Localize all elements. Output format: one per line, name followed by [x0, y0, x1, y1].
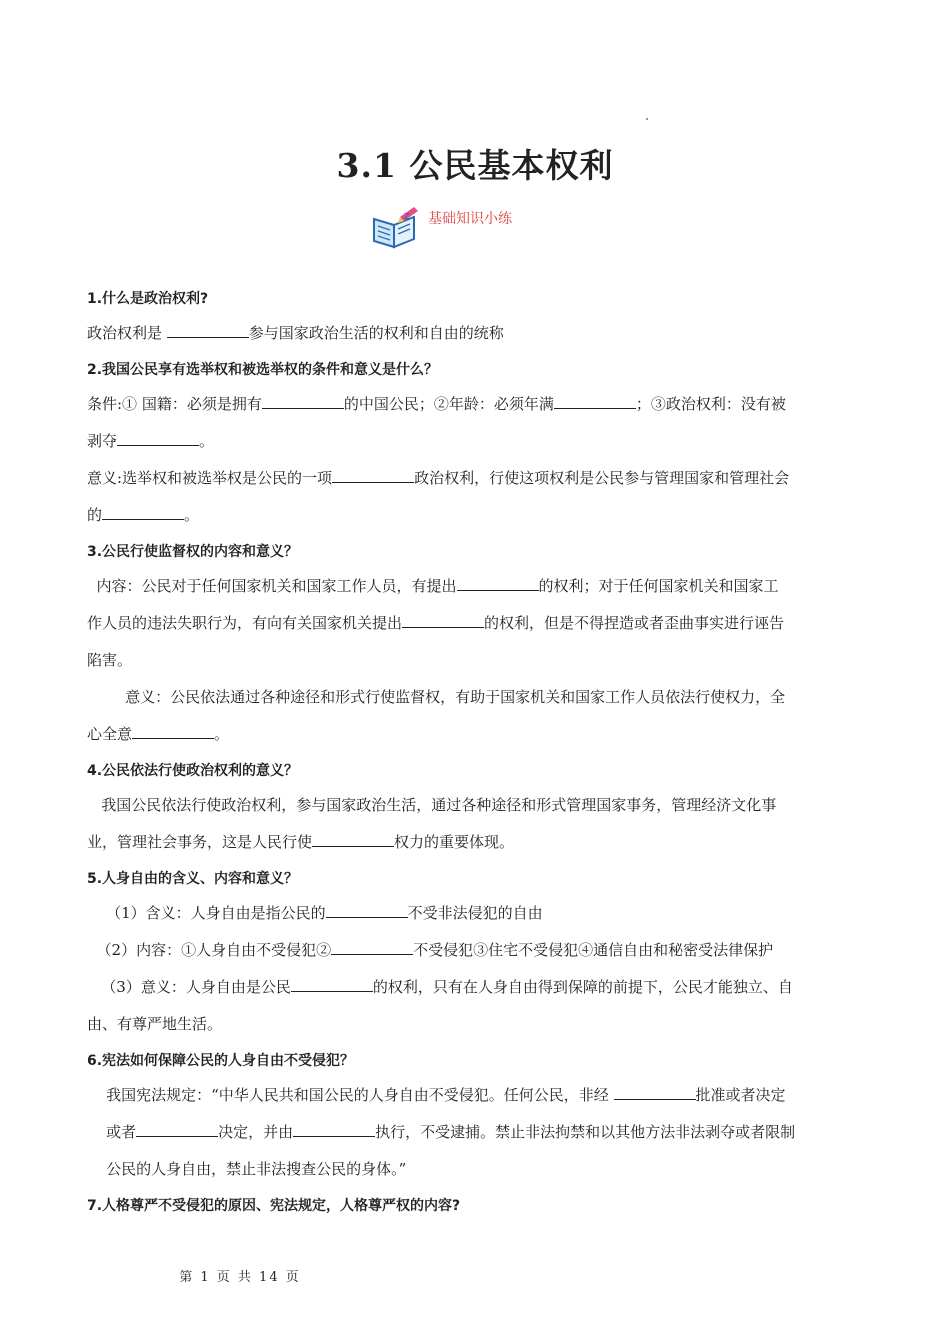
answer-line: [87, 939, 867, 976]
fill-in-blank[interactable]: [136, 1122, 218, 1137]
answer-line: [87, 467, 867, 504]
question-heading: 2.我国公民享有选举权和被选举权的条件和意义是什么？: [87, 362, 439, 378]
answer-text: 陷害。: [87, 651, 133, 669]
fill-in-blank[interactable]: [102, 505, 184, 520]
fill-in-blank[interactable]: [293, 1122, 375, 1137]
answer-text: 的中国公民；②年龄：必须年满: [343, 395, 554, 413]
decorative-dot: [646, 118, 648, 120]
answer-line: [87, 649, 867, 686]
svg-text:Z: Z: [404, 212, 410, 221]
answer-text: 业，管理社会事务，这是人民行使: [87, 833, 313, 851]
page-title: 3.1 公民基本权利: [336, 146, 614, 185]
answer-text: 公民的人身自由，禁止非法搜查公民的身体。”: [87, 1160, 407, 1178]
fill-in-blank[interactable]: [402, 613, 484, 628]
fill-in-blank[interactable]: [167, 323, 249, 338]
answer-text: 内容：公民对于任何国家机关和国家工作人员，有提出: [87, 577, 457, 595]
answer-line: [87, 794, 867, 831]
answer-line: [87, 322, 867, 359]
fill-in-blank[interactable]: [117, 431, 199, 446]
answer-text: （1）含义：人身自由是指公民的: [87, 904, 326, 922]
answer-text: 或者: [87, 1123, 137, 1141]
question-heading: 5.人身自由的含义、内容和意义？: [87, 871, 299, 887]
badge-label: 基础知识小练: [428, 211, 512, 227]
question-heading: 6.宪法如何保障公民的人身自由不受侵犯？: [87, 1053, 355, 1069]
answer-text: 意义:选举权和被选举权是公民的一项: [87, 469, 333, 487]
answer-text: 参与国家政治生活的权利和自由的统称: [248, 324, 504, 342]
answer-line: [87, 976, 867, 1013]
fill-in-blank[interactable]: [291, 977, 373, 992]
answer-text: ；③政治权利：没有被: [635, 395, 786, 413]
answer-text: 不受侵犯③住宅不受侵犯④通信自由和秘密受法律保护: [413, 941, 774, 959]
answer-text: 政治权利，行使这项权利是公民参与管理国家和管理社会: [414, 469, 790, 487]
fill-in-blank[interactable]: [554, 394, 636, 409]
answer-text: 心全意: [87, 725, 133, 743]
answer-line: [87, 393, 867, 430]
page-footer: 第 1 页 共 14 页: [179, 1270, 301, 1285]
answer-text: 由、有尊严地生活。: [87, 1015, 223, 1033]
answer-line: [87, 575, 867, 612]
answer-line: [87, 1121, 867, 1158]
answer-text: 的权利；对于任何国家机关和国家工: [538, 577, 779, 595]
fill-in-blank[interactable]: [331, 940, 413, 955]
answer-line: [87, 430, 867, 467]
answer-line: [87, 1013, 867, 1050]
fill-in-blank[interactable]: [332, 468, 414, 483]
question-heading: 4.公民依法行使政治权利的意义？: [87, 763, 299, 779]
answer-line: [87, 723, 867, 760]
answer-text: 意义：公民依法通过各种途径和形式行使监督权，有助于国家机关和国家工作人员依法行使权力，全: [87, 688, 786, 706]
answer-text: 。: [214, 725, 230, 743]
answer-text: 的权利，只有在人身自由得到保障的前提下，公民才能独立、自: [372, 978, 793, 996]
answer-text: 批准或者决定: [695, 1086, 786, 1104]
answer-line: [87, 831, 867, 868]
answer-line: [87, 902, 867, 939]
answer-line: [87, 1158, 867, 1195]
answer-text: 权力的重要体现。: [394, 833, 515, 851]
exercise-content: [87, 288, 867, 1229]
answer-text: 我国公民依法行使政治权利，参与国家政治生活，通过各种途径和形式管理国家事务，管理经济文化事: [87, 796, 777, 814]
answer-line: [87, 504, 867, 541]
answer-text: （3）意义：人身自由是公民: [87, 978, 291, 996]
question-heading: 3.公民行使监督权的内容和意义？: [87, 544, 299, 560]
fill-in-blank[interactable]: [457, 576, 539, 591]
answer-text: 。: [199, 432, 215, 450]
section-badge: [370, 205, 590, 253]
answer-text: （2）内容：①人身自由不受侵犯②: [87, 941, 332, 959]
answer-text: 的权利，但是不得捏造或者歪曲事实进行诬告: [484, 614, 785, 632]
answer-text: 剥夺: [87, 432, 118, 450]
answer-line: [87, 612, 867, 649]
question-heading: 1.什么是政治权利?: [87, 291, 209, 307]
fill-in-blank[interactable]: [614, 1085, 696, 1100]
fill-in-blank[interactable]: [262, 394, 344, 409]
answer-text: 政治权利是: [87, 324, 167, 342]
fill-in-blank[interactable]: [326, 903, 408, 918]
book-icon: [370, 205, 422, 251]
answer-text: 作人员的违法失职行为，有向有关国家机关提出: [87, 614, 403, 632]
answer-text: 不受非法侵犯的自由: [407, 904, 543, 922]
fill-in-blank[interactable]: [312, 832, 394, 847]
answer-text: 条件:① 国籍：必须是拥有: [87, 395, 262, 413]
question-heading: 7.人格尊严不受侵犯的原因、宪法规定，人格尊严权的内容?: [87, 1198, 461, 1214]
answer-text: 决定，并由: [218, 1123, 294, 1141]
fill-in-blank[interactable]: [132, 724, 214, 739]
answer-line: [87, 1084, 867, 1121]
answer-text: 。: [184, 506, 200, 524]
answer-text: 执行，不受逮捕。禁止非法拘禁和以其他方法非法剥夺或者限制: [375, 1123, 796, 1141]
answer-line: [87, 686, 867, 723]
answer-text: 的: [87, 506, 103, 524]
answer-text: 我国宪法规定：“中华人民共和国公民的人身自由不受侵犯。任何公民，非经: [87, 1086, 614, 1104]
